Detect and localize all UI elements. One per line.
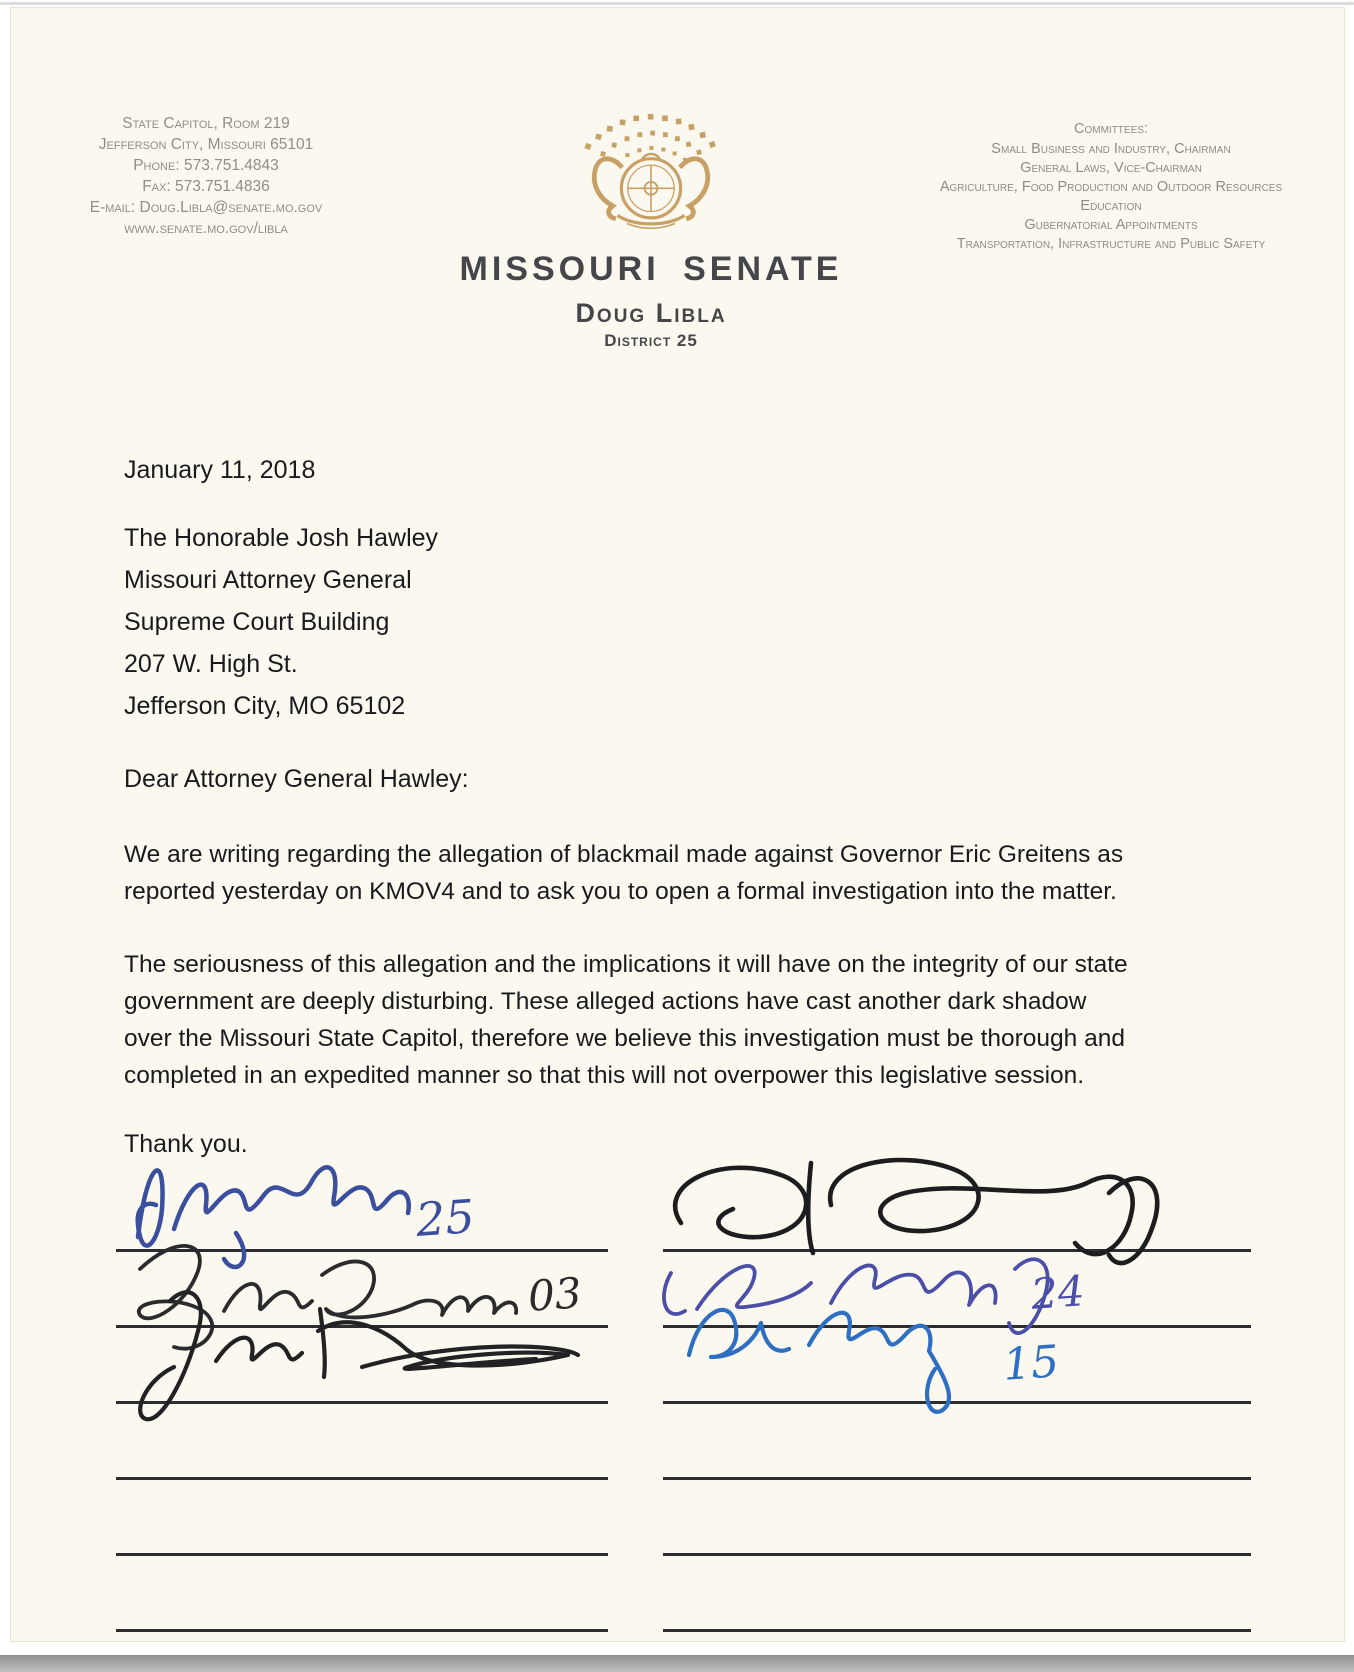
committees-block	[833, 120, 1345, 254]
signature-column-right	[663, 1176, 1251, 1632]
paragraph-1: We are writing regarding the allegation of blackmail made against Governor Eric Greitens as reported yesterday on KMOV4 and to ask you to open a formal investigation into the matter.	[124, 841, 1124, 905]
scan-bottom-edge	[0, 1655, 1354, 1672]
empty-signature-line	[663, 1404, 1251, 1480]
letter-body	[124, 456, 1134, 1159]
letterhead-title-block	[441, 250, 861, 351]
committee-item: Agriculture, Food Production and Outdoor Resources	[939, 179, 1283, 195]
letter-paper	[10, 7, 1345, 1642]
empty-signature-line	[116, 1404, 608, 1480]
empty-signature-line	[663, 1480, 1251, 1556]
org-title: MISSOURI SENATE	[459, 250, 843, 288]
member-district: District 25	[604, 331, 698, 350]
recipient-title: Missouri Attorney General	[124, 566, 412, 594]
closing: Thank you.	[124, 1130, 248, 1158]
committee-item: Gubernatorial Appointments	[1024, 217, 1198, 233]
empty-signature-line	[116, 1480, 608, 1556]
signature-row-jamilah-nasheed	[116, 1328, 608, 1404]
contact-address-line2: Jefferson City, Missouri 65101	[98, 136, 314, 153]
contact-fax: Fax: 573.751.4836	[142, 178, 270, 195]
paragraph-2: The seriousness of this allegation and the implications it will have on the integrity of our state government are deeply disturbing. These alleged actions have cast another dark shadow over the Missouri State Capitol, therefore we believe this investigation must be thorough and completed in an expedited manner so that this will not overpower this legislative session.	[124, 951, 1128, 1089]
district-number: 25	[414, 1189, 477, 1247]
recipient-name: The Honorable Josh Hawley	[124, 524, 439, 552]
seal-emblem	[594, 154, 708, 228]
recipient-street: 207 W. High St.	[124, 650, 298, 678]
signature-section	[11, 1176, 1345, 1642]
salutation: Dear Attorney General Hawley:	[124, 765, 469, 793]
committees-heading: Committees:	[1074, 121, 1148, 137]
committee-item: General Laws, Vice-Chairman	[1020, 160, 1202, 176]
sender-contact-block	[41, 113, 371, 239]
contact-website: www.senate.mo.gov/libla	[124, 220, 288, 237]
recipient-building: Supreme Court Building	[124, 608, 390, 636]
contact-address-line1: State Capitol, Room 219	[122, 115, 290, 132]
district-number: 03	[526, 1268, 584, 1321]
signature-row-andrew-koenig	[663, 1328, 1251, 1404]
letter-date: January 11, 2018	[124, 456, 316, 484]
contact-email: E-mail: Doug.Libla@senate.mo.gov	[89, 199, 323, 216]
recipient-address-block	[124, 517, 1134, 727]
committee-item: Education	[1080, 198, 1142, 214]
district-number: 24	[1029, 1266, 1087, 1319]
scan-top-edge	[0, 2, 1354, 5]
member-name: Doug Libla	[575, 298, 727, 328]
missouri-state-seal-icon	[571, 90, 731, 245]
contact-phone: Phone: 573.751.4843	[133, 157, 279, 174]
committee-item: Transportation, Infrastructure and Public Safety	[956, 236, 1266, 252]
district-number: 15	[1001, 1336, 1061, 1391]
empty-signature-line	[663, 1556, 1251, 1632]
signature-column-left	[116, 1176, 608, 1632]
recipient-city: Jefferson City, MO 65102	[124, 692, 406, 720]
signature-jamilah-nasheed	[116, 1273, 586, 1423]
committee-item: Small Business and Industry, Chairman	[991, 141, 1231, 157]
empty-signature-line	[116, 1556, 608, 1632]
